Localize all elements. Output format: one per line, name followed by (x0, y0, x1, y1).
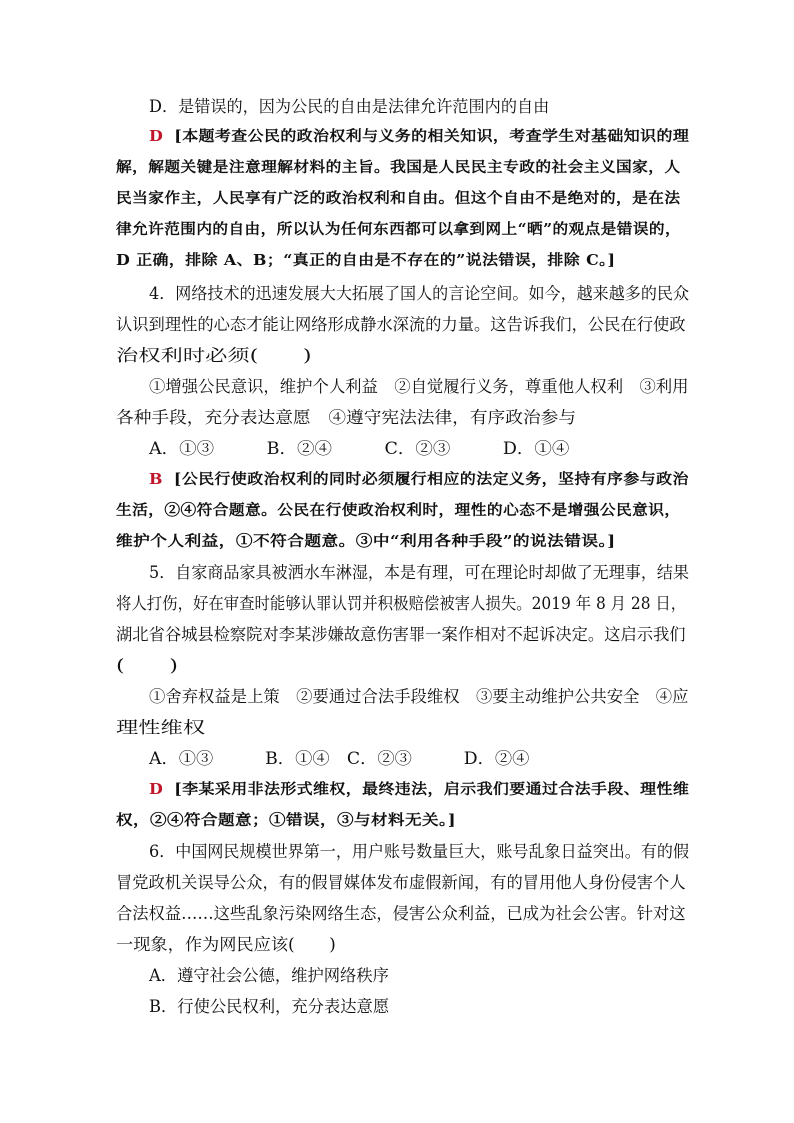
answer-key-q4: B (149, 471, 163, 488)
question-4-statements-1: ①增强公民意识，维护个人利益 ②自觉履行义务，尊重他人权利 ③利用 (149, 377, 689, 396)
answer-q4-line-3: 维护个人利益，①不符合题意。③中“利用各种手段”的说法错误。] (116, 533, 616, 550)
answer-q5-line-2: 权，②④符合题意；①错误，③与材料无关。] (116, 812, 457, 829)
answer-q3-line-2: 解，解题关键是注意理解材料的主旨。我国是人民民主专政的社会主义国家，人 (116, 159, 681, 176)
answer-q4-text-1: [公民行使政治权利的同时必须履行相应的法定义务，坚持有序参与政治 (173, 471, 689, 488)
answer-q3-line-1 (149, 127, 689, 147)
question-6-line-3: 合法权益……这些乱象污染网络生态，侵害公众利益，已成为社会公害。针对这 (116, 904, 686, 923)
question-5-statements-1: ①舍弃权益是上策 ②要通过合法手段维权 ③要主动维护公共安全 ④应 (149, 687, 689, 706)
answer-key-q3: D (149, 128, 164, 145)
answer-q3-text-1: [本题考查公民的政治权利与义务的相关知识，考查学生对基础知识的理 (174, 128, 690, 145)
answer-q5-text-1: [李某采用非法形式维权，最终违法，启示我们要通过合法手段、理性维 (174, 781, 690, 798)
question-6-option-b: B．行使公民权利，充分表达意愿 (149, 997, 390, 1016)
question-5-line-2: 将人打伤，好在审查时能够认罪认罚并积极赔偿被害人损失。2019 年 8 月 28 日， (116, 594, 687, 613)
question-4-line-1: 4．网络技术的迅速发展大大拓展了国人的言论空间。如今，越来越多的民众 (149, 284, 690, 303)
answer-q5-line-1 (149, 780, 689, 800)
question-6-line-4: 一现象，作为网民应该( ) (116, 935, 336, 954)
answer-q3-line-4: 律允许范围内的自由，所以认为任何东西都可以拿到网上“晒”的观点是错误的， (116, 221, 682, 238)
question-6-line-2: 冒党政机关误导公众，有的假冒媒体发布虚假新闻，有的冒用他人身份侵害个人 (116, 873, 686, 892)
question-5-line-4: ( ) (116, 656, 178, 675)
question-5-line-1: 5．自家商品家具被洒水车淋湿，本是有理，可在理论时却做了无理事，结果 (149, 563, 690, 582)
answer-q3-line-5: D 正确，排除 A、B；“真正的自由是不存在的”说法错误，排除 C。] (116, 252, 616, 269)
option-d-q3: D．是错误的，因为公民的自由是法律允许范围内的自由 (149, 97, 550, 116)
question-6-option-a: A．遵守社会公德，维护网络秩序 (149, 966, 389, 985)
question-4-options: A．①③ B．②④ C．②③ D．①④ (149, 439, 570, 458)
answer-q4-line-2: 生活，②④符合题意。公民在行使政治权利时，理性的心态不是增强公民意识， (116, 502, 681, 519)
answer-q4-line-1 (149, 470, 689, 490)
question-5-line-3: 湖北省谷城县检察院对李某涉嫌故意伤害罪一案作相对不起诉决定。这启示我们 (116, 625, 686, 644)
question-5-statements-2: 理性维权 (116, 718, 206, 737)
question-5-options: A．①③ B．①④ C．②③ D．②④ (149, 749, 530, 768)
question-4-line-2: 认识到理性的心态才能让网络形成静水深流的力量。这告诉我们，公民在行使政 (116, 315, 686, 334)
question-4-statements-2: 各种手段，充分表达意愿 ④遵守宪法法律，有序政治参与 (116, 408, 577, 427)
answer-q3-line-3: 民当家作主，人民享有广泛的政治权利和自由。但这个自由不是绝对的，是在法 (116, 190, 681, 207)
question-6-line-1: 6．中国网民规模世界第一，用户账号数量巨大，账号乱象日益突出。有的假 (149, 842, 690, 861)
question-4-line-3: 治权利时必须( ) (116, 346, 312, 365)
answer-key-q5: D (149, 781, 164, 798)
